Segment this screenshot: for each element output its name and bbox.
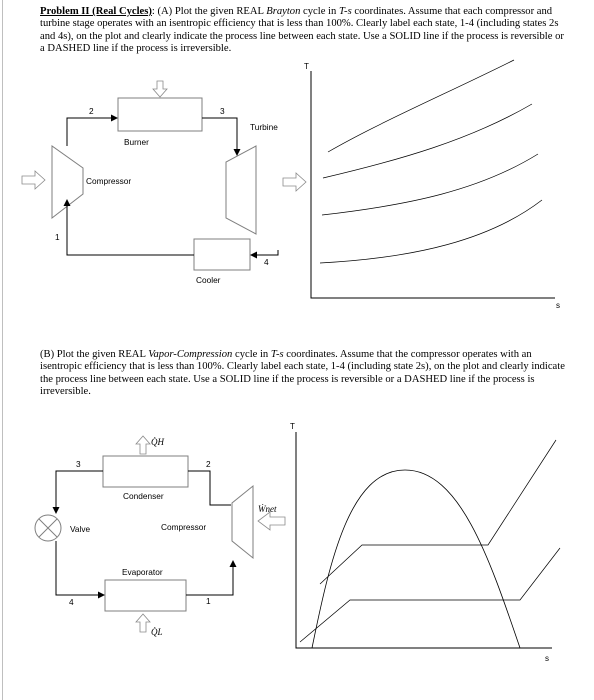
- wnet-arrow-icon: [258, 512, 285, 530]
- compressor-label: Compressor: [86, 176, 132, 186]
- line-2: [67, 118, 117, 146]
- brayton-isobar-2: [323, 104, 532, 178]
- vc-compressor-label: Compressor: [161, 522, 207, 532]
- evaporator-label: Evaporator: [122, 567, 163, 577]
- brayton-isobar-3: [322, 154, 538, 215]
- part-a-coords: T-s: [338, 6, 352, 17]
- brayton-axis-s: s: [556, 301, 560, 310]
- valve-label: Valve: [70, 524, 91, 534]
- cooler-label: Cooler: [196, 275, 221, 285]
- brayton-isobar-1: [328, 60, 514, 152]
- vc-state-1: 1: [206, 596, 211, 606]
- evaporator-box: [105, 580, 186, 611]
- heat-in-arrow-icon: [153, 81, 167, 97]
- vc-line-3: [56, 471, 103, 513]
- vc-state-2: 2: [206, 459, 211, 469]
- part-a-rest: coordinates. Assume that each compressor and turbine stage operates with an isentropic efficiency that is less than 100%. Clearly label each state, 1-4 (including states 2s and 4s), on the plot and clearly indicate the process line between each state. Use a SOLID line if the process is reversible or a DASHED line if the process is irreversible.: [40, 6, 564, 55]
- brayton-ts-axes: [311, 71, 555, 298]
- condenser-box: [103, 456, 188, 487]
- part-b-prefix: (B) Plot the given REAL: [40, 349, 149, 360]
- condenser-label: Condenser: [123, 491, 164, 501]
- compressor-inlet-arrow-icon: [22, 171, 45, 189]
- line-3: [202, 118, 237, 155]
- part-a-prefix: : (A) Plot the given REAL: [151, 6, 267, 17]
- brayton-isobar-4: [320, 200, 542, 263]
- problem-heading: Problem II (Real Cycles): [40, 6, 152, 17]
- brayton-axis-t: T: [304, 62, 309, 71]
- burner-box: [118, 98, 202, 131]
- vc-line-1: [186, 561, 233, 595]
- ql-arrow-icon: [136, 614, 150, 632]
- part-b-cycle-name: Vapor-Compression: [148, 349, 233, 360]
- turbine-label: Turbine: [250, 122, 278, 132]
- brayton-state-3: 3: [220, 106, 225, 116]
- vapor-axis-s: s: [545, 654, 549, 663]
- cooler-box: [194, 239, 250, 270]
- vc-compressor-shape: [232, 486, 253, 558]
- vc-line-4: [56, 541, 104, 595]
- vapor-schematic: [35, 432, 560, 648]
- line-1: [67, 200, 194, 255]
- turbine-work-arrow-icon: [283, 173, 306, 191]
- qh-label: Q̇H: [151, 437, 164, 447]
- part-a-cycle-name: Brayton: [266, 6, 301, 17]
- line-4: [251, 250, 278, 255]
- brayton-state-1: 1: [55, 232, 60, 242]
- vc-state-4: 4: [69, 597, 74, 607]
- brayton-state-2: 2: [89, 106, 94, 116]
- burner-label: Burner: [124, 137, 149, 147]
- ql-label: Q̇L: [151, 627, 163, 637]
- vc-line-2: [188, 471, 231, 505]
- vapor-axis-t: T: [290, 422, 295, 431]
- vapor-ts-axes: [296, 432, 552, 648]
- part-b-coords: T-s: [270, 349, 284, 360]
- brayton-state-4: 4: [264, 257, 269, 267]
- wnet-label: Ẇnet: [258, 504, 277, 514]
- part-b-rest: coordinates. Assume that the compressor operates with an isentropic efficiency that is less than 100%. Clearly label each state, 1-4 (including state 2s), on the plot and clearly indicate the process line between each state. Use a SOLID line if the process is reversible or a DASHED line if the process is irreversible.: [40, 349, 565, 398]
- qh-arrow-icon: [136, 436, 150, 454]
- part-b-mid: cycle in: [232, 349, 271, 360]
- vc-state-3: 3: [76, 459, 81, 469]
- part-a-mid: cycle in: [300, 6, 339, 17]
- turbine-shape: [226, 146, 256, 234]
- vapor-isobar-high: [320, 440, 556, 584]
- saturation-dome: [312, 470, 520, 648]
- vapor-isobar-low: [300, 548, 560, 642]
